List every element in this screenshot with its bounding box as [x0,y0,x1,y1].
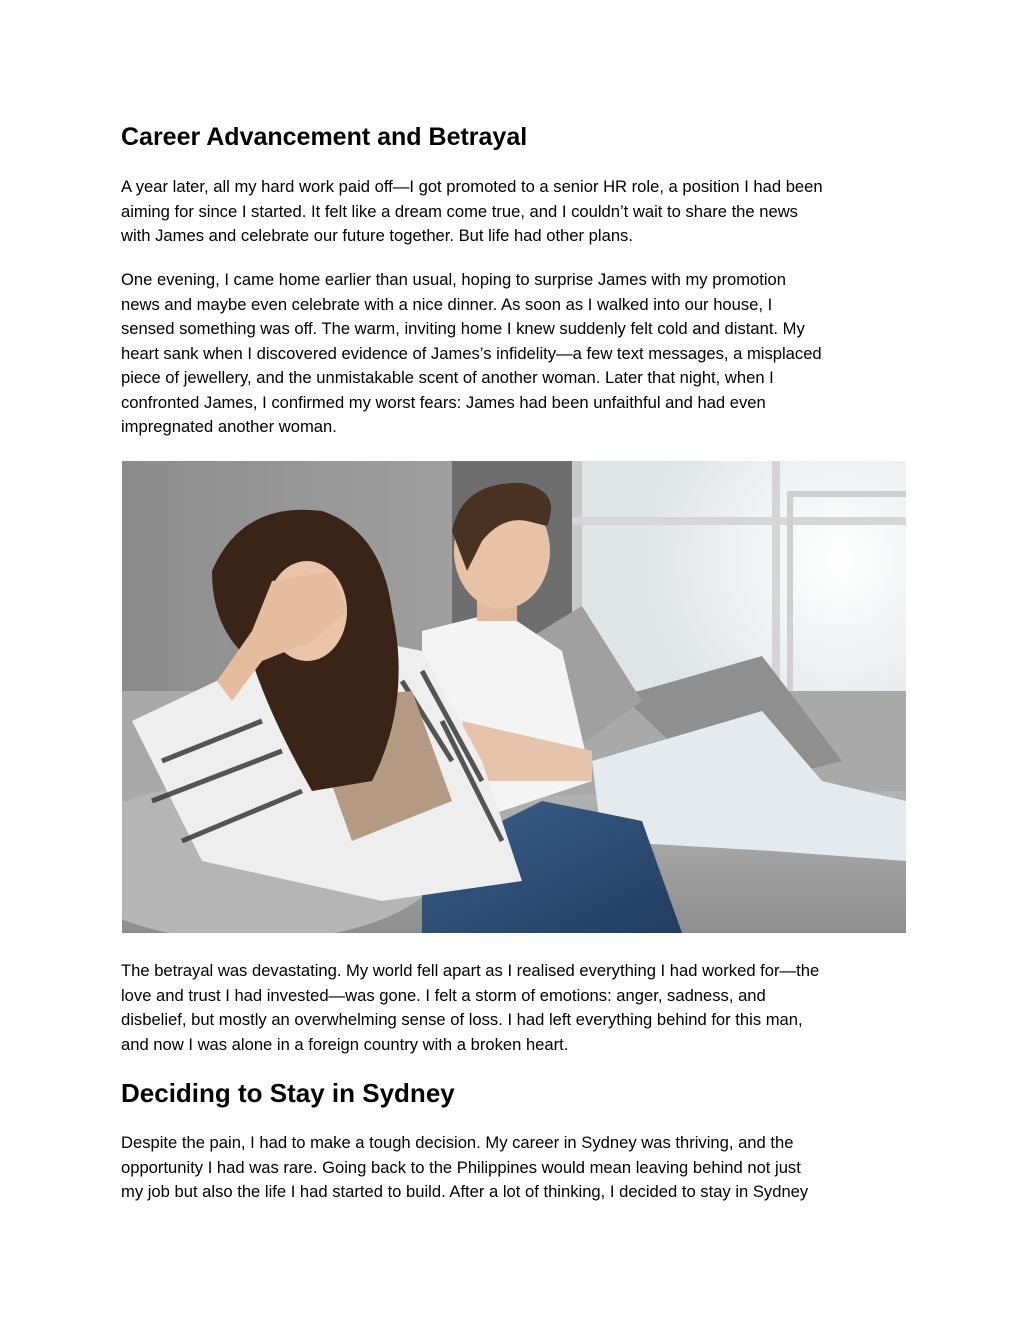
text-line: opportunity I had was rare. Going back to the Philippines would mean leaving behind not just [121,1157,801,1177]
text-line: sensed something was off. The warm, inviting home I knew suddenly felt cold and distant. My [121,319,805,338]
text-line: confronted James, I confirmed my worst fears: James had been unfaithful and had even [121,392,766,412]
text-line: One evening, I came home earlier than usual, hoping to surprise James with my promotion [121,270,787,289]
text-line: news and maybe even celebrate with a nice dinner. As soon as I walked into our house, I [121,294,773,314]
paragraph-promotion [121,175,921,249]
text-line: aiming for since I started. It felt like a dream come true, and I couldn’t wait to share the news [121,201,798,221]
text-line: The betrayal was devastating. My world fell apart as I realised everything I had worked for—the [121,961,820,980]
text-line: impregnated another woman. [121,417,337,436]
paragraph-discovery [121,268,921,440]
text-line: my job but also the life I had started to build. After a lot of thinking, I decided to stay in Sydney [121,1182,809,1201]
section-heading-sydney: Deciding to Stay in Sydney [121,1078,455,1108]
paragraph-decision [121,1131,921,1205]
couple-on-sofa-photo [122,461,906,933]
text-line: A year later, all my hard work paid off—I got promoted to a senior HR role, a position I had been [121,177,823,196]
text-line: heart sank when I discovered evidence of James’s infidelity—a few text messages, a misplaced [121,343,822,363]
text-line: love and trust I had invested—was gone. I felt a storm of emotions: anger, sadness, and [121,985,766,1005]
text-line: piece of jewellery, and the unmistakable scent of another woman. Later that night, when I [121,368,774,387]
paragraph-devastation [121,959,921,1057]
text-line: with James and celebrate our future together. But life had other plans. [121,226,633,245]
text-line: disbelief, but mostly an overwhelming sense of loss. I had left everything behind for this man, [121,1010,803,1029]
section-heading-career: Career Advancement and Betrayal [121,123,528,151]
text-line: Despite the pain, I had to make a tough decision. My career in Sydney was thriving, and the [121,1133,794,1152]
text-line: and now I was alone in a foreign country with a broken heart. [121,1034,569,1054]
